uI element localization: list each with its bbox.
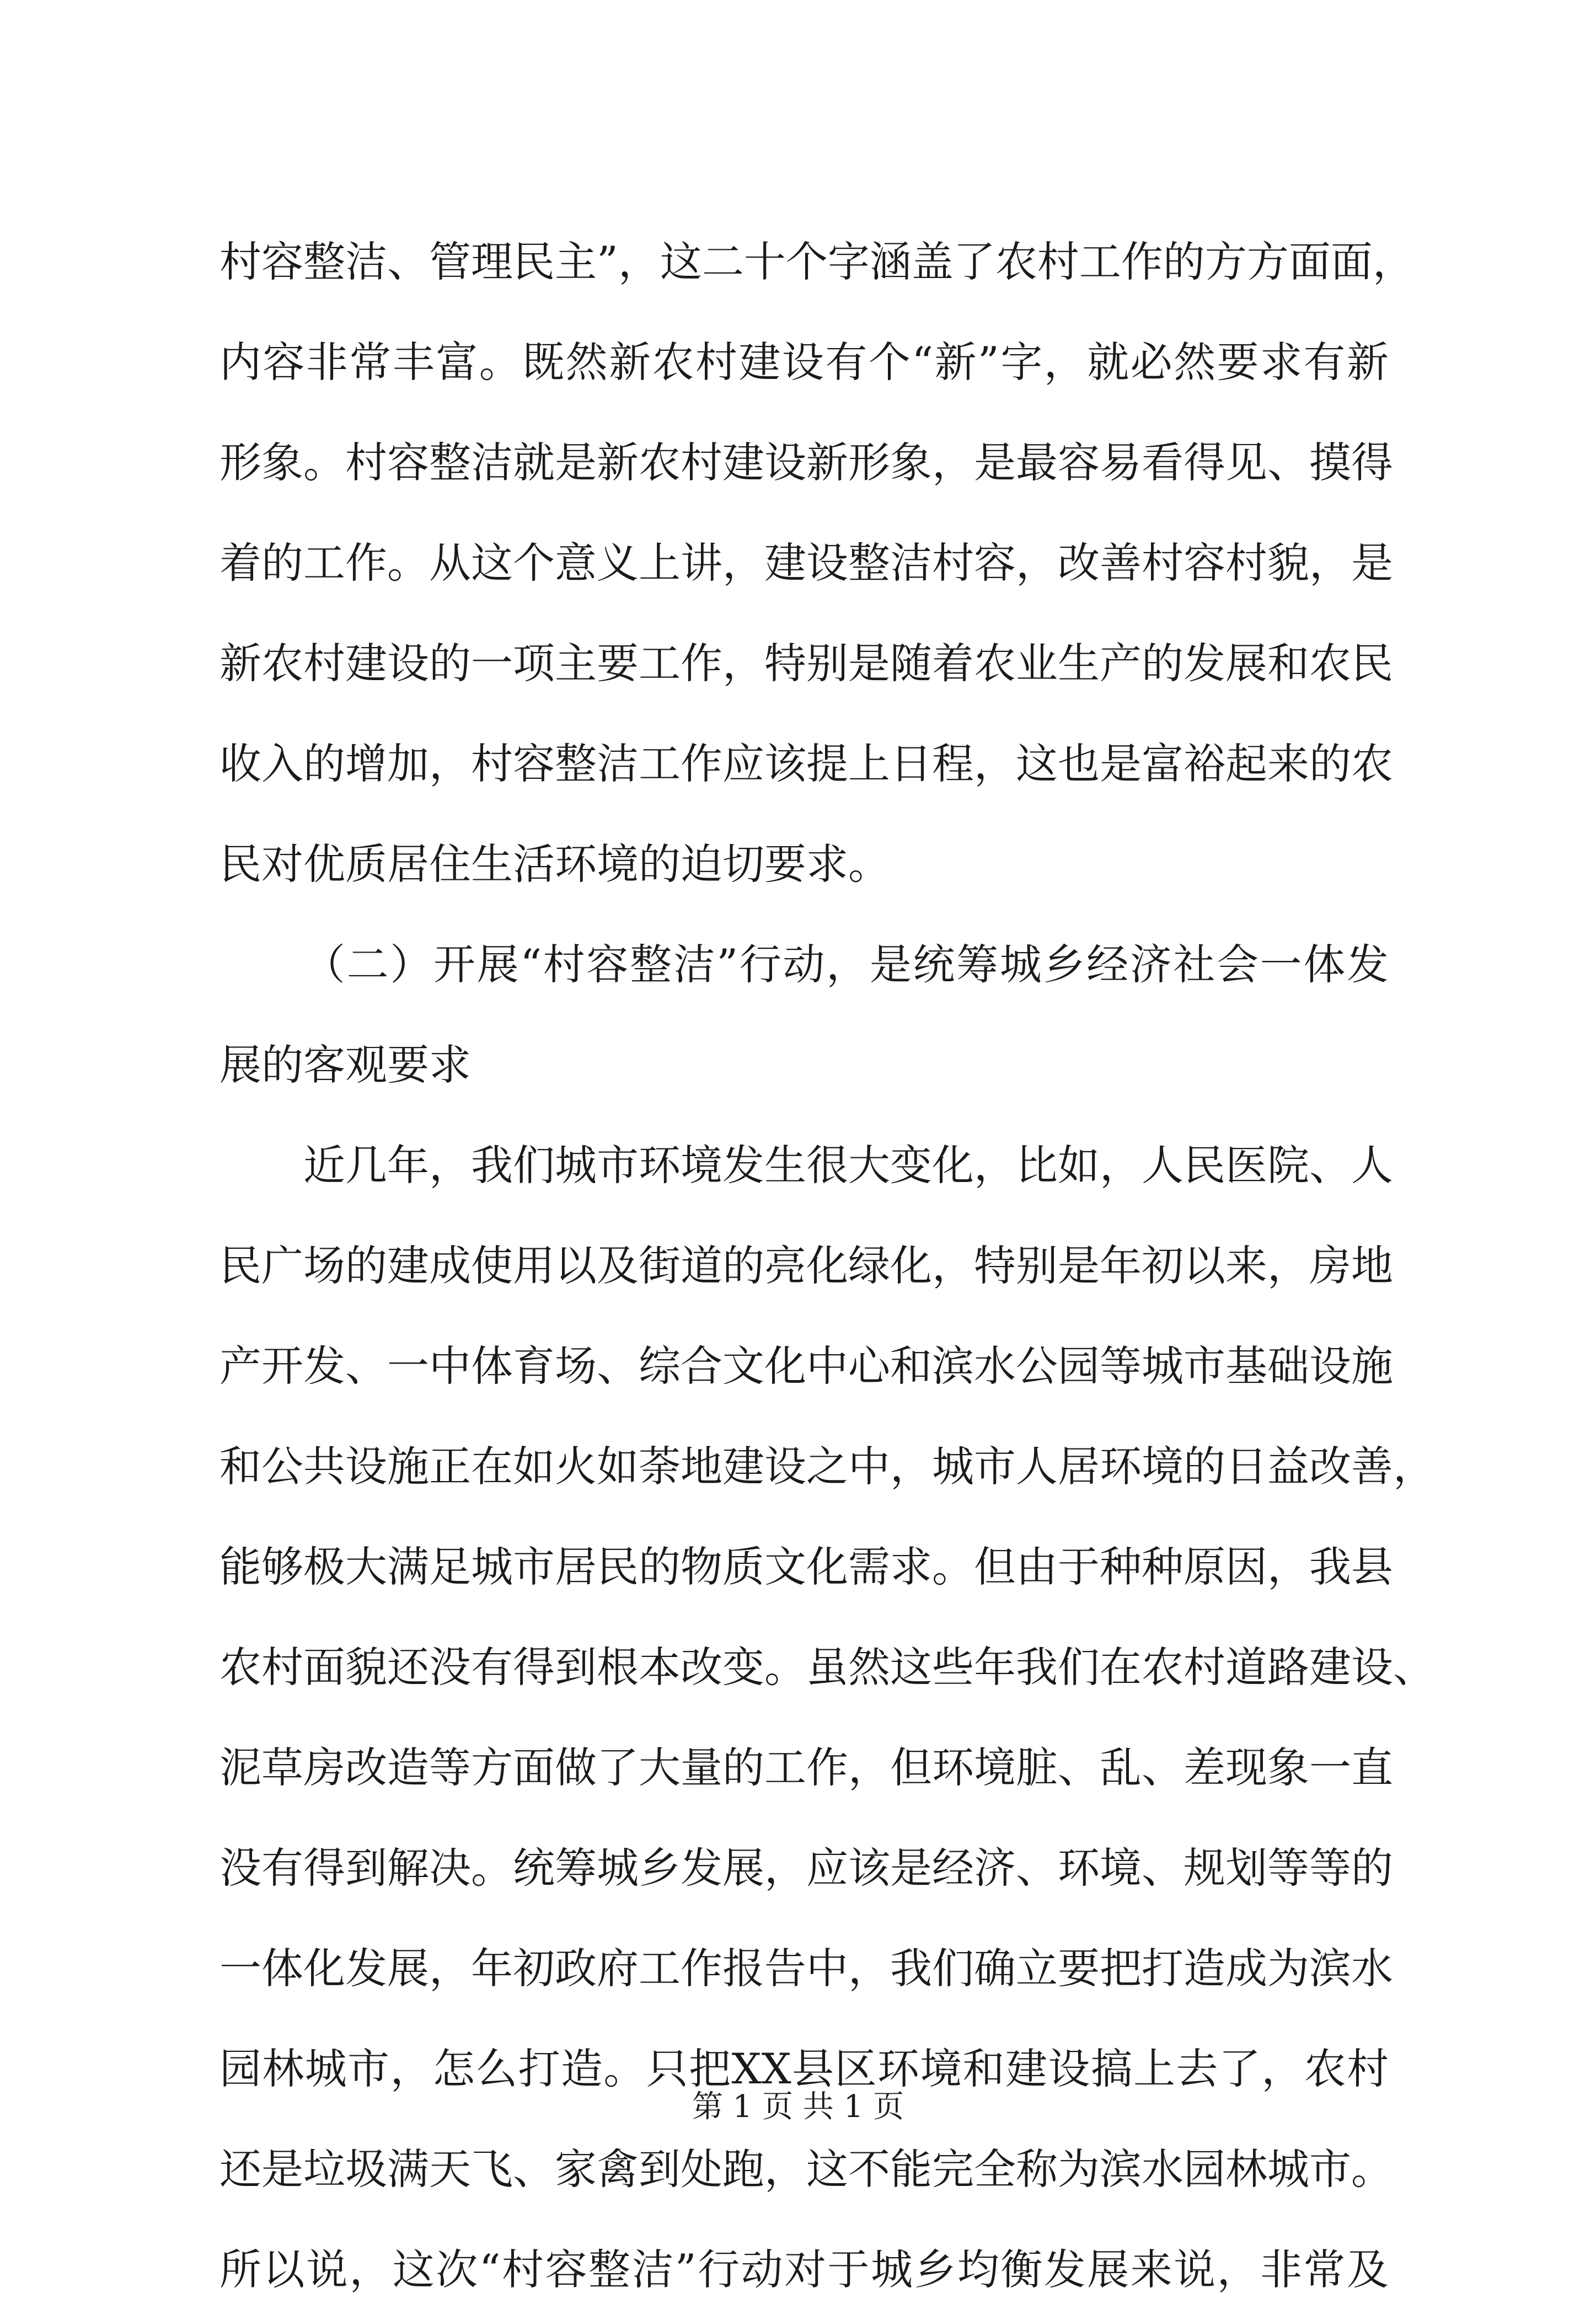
document-body (219, 212, 1435, 2320)
text-line: 新农村建设的一项主要工作，特别是随着农业生产的发展和农民 (219, 639, 1393, 688)
text-line: 村容整洁、管理民主”，这二十个字涵盖了农村工作的方方面面， (219, 237, 1415, 286)
text-line: 和公共设施正在如火如荼地建设之中，城市人居环境的日益改善， (219, 1442, 1435, 1491)
text-line: 一体化发展，年初政府工作报告中，我们确立要把打造成为滨水 (219, 1944, 1393, 1993)
text-line: 收入的增加，村容整洁工作应该提上日程，这也是富裕起来的农 (219, 739, 1393, 788)
text-line: 所以说，这次“村容整洁”行动对于城乡均衡发展来说，非常及 (219, 2245, 1389, 2294)
text-line: 园林城市，怎么打造。只把XX县区环境和建设搞上去了，农村 (219, 2044, 1389, 2093)
text-line: 内容非常丰富。既然新农村建设有个“新”字，就必然要求有新 (219, 338, 1389, 387)
text-line: 泥草房改造等方面做了大量的工作，但环境脏、乱、差现象一直 (219, 1743, 1393, 1792)
page-number-label: 第 1 页 共 1 页 (692, 2089, 904, 2125)
section-heading-line: （二）开展“村容整洁”行动，是统筹城乡经济社会一体发 (303, 940, 1389, 989)
text-line: 民广场的建成使用以及街道的亮化绿化，特别是年初以来，房地 (219, 1241, 1393, 1290)
text-line: 形象。村容整洁就是新农村建设新形象，是最容易看得见、摸得 (219, 438, 1393, 487)
text-line: 还是垃圾满天飞、家禽到处跑，这不能完全称为滨水园林城市。 (219, 2145, 1393, 2194)
page-footer (0, 2088, 1596, 2126)
text-line: 农村面貌还没有得到根本改变。虽然这些年我们在农村道路建设、 (219, 1643, 1435, 1692)
text-line: 近几年，我们城市环境发生很大变化，比如，人民医院、人 (303, 1141, 1393, 1190)
text-line: 产开发、一中体育场、综合文化中心和滨水公园等城市基础设施 (219, 1341, 1393, 1391)
text-line: 民对优质居住生活环境的迫切要求。 (219, 840, 890, 889)
text-line: 没有得到解决。统筹城乡发展，应该是经济、环境、规划等等的 (219, 1843, 1393, 1893)
section-heading-line: 展的客观要求 (219, 1040, 471, 1089)
text-line: 着的工作。从这个意义上讲，建设整洁村容，改善村容村貌，是 (219, 538, 1393, 587)
text-line: 能够极大满足城市居民的物质文化需求。但由于种种原因，我县 (219, 1542, 1393, 1591)
